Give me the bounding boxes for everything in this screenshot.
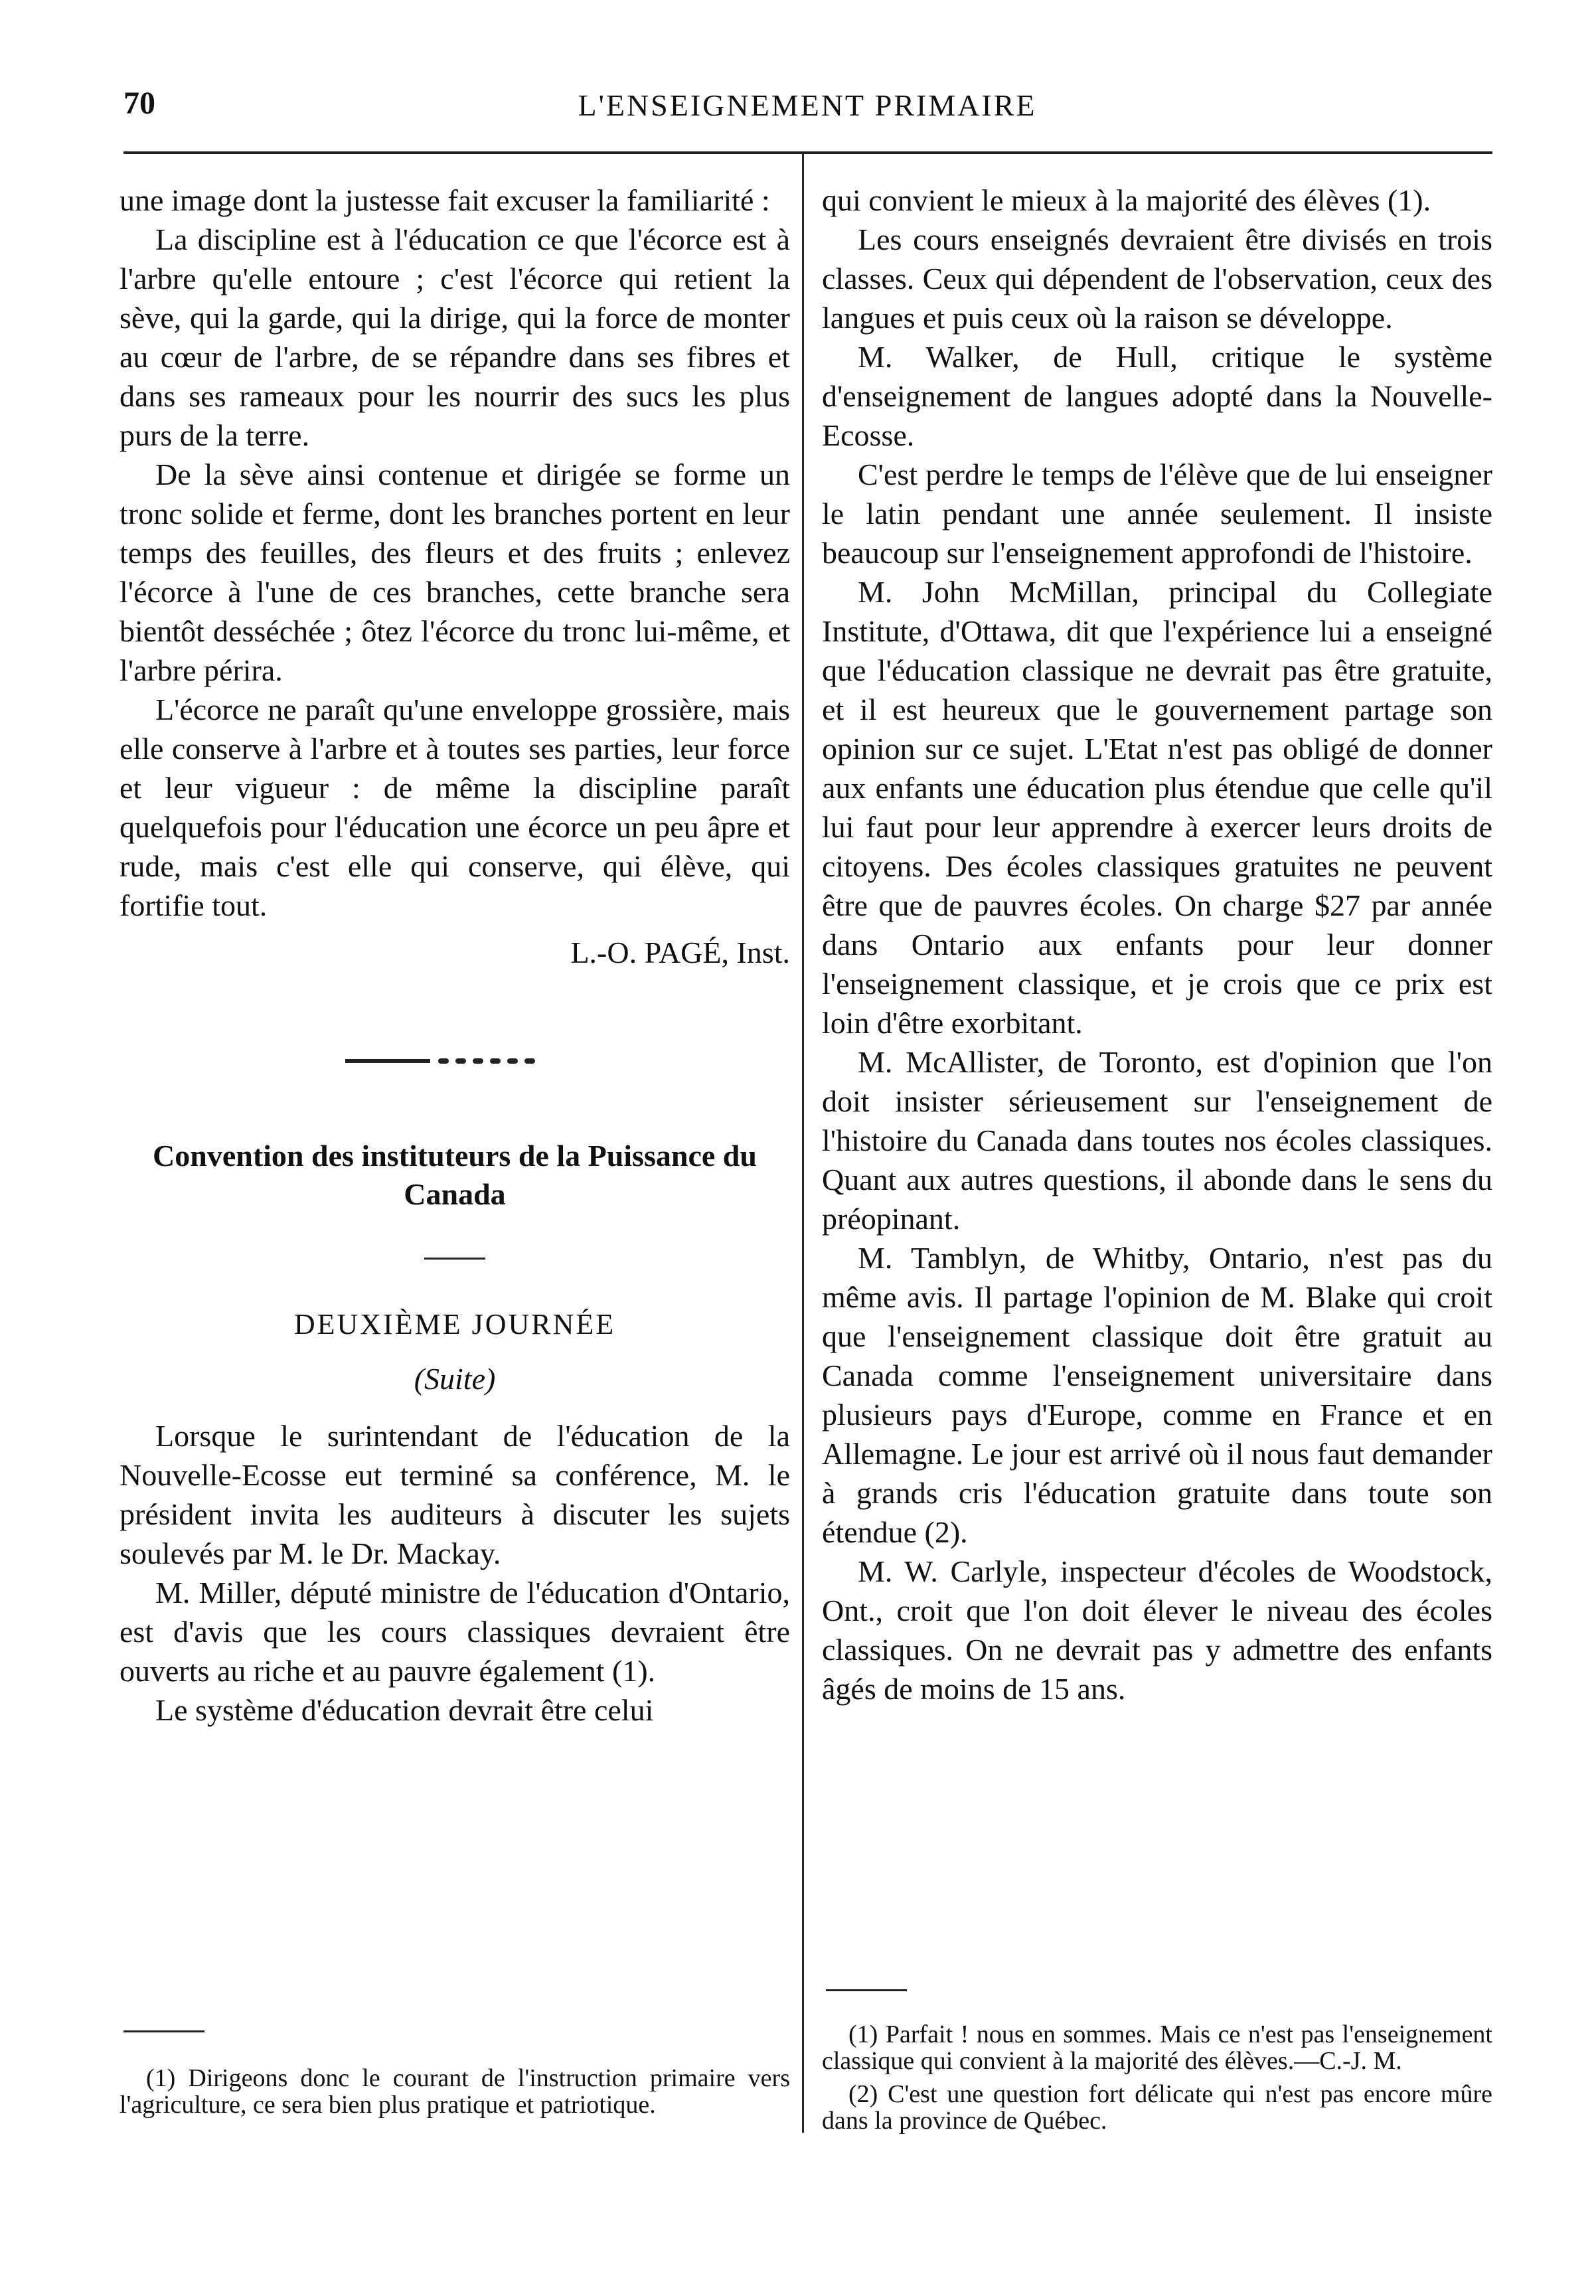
right-column bbox=[822, 181, 1492, 1708]
right-paragraph: Les cours enseignés devraient être divisés en trois classes. Ceux qui dépendent de l'observation, ceux des langues et puis ceux où la raison se développe. bbox=[822, 222, 1492, 335]
right-paragraph: M. McAllister, de Toronto, est d'opinion que l'on doit insister sérieusement sur l'enseignement de l'histoire du Canada dans toutes nos écoles classiques. Quant aux autres questions, il abonde dans le sens du préopinant. bbox=[822, 1045, 1492, 1236]
left-paragraph-continued: une image dont la justesse fait excuser la familiarité : bbox=[120, 183, 770, 217]
footnote: (1) Dirigeons donc le courant de l'instruction primaire vers l'agriculture, ce sera bien plus pratique et patriotique. bbox=[120, 2064, 790, 2119]
section-subhead: DEUXIÈME JOURNÉE bbox=[293, 1308, 616, 1341]
section-ornament bbox=[345, 1056, 564, 1066]
left-footnotes bbox=[120, 2065, 790, 2118]
left-footnote-rule bbox=[123, 2030, 204, 2032]
right-paragraph: M. W. Carlyle, inspecteur d'écoles de Woodstock, Ont., croit que l'on doit élever le niveau des écoles classiques. On ne devrait pas y admettre des enfants âgés de moins de 15 ans. bbox=[822, 1554, 1492, 1706]
right-paragraph: M. Tamblyn, de Whitby, Ontario, n'est pas du même avis. Il partage l'opinion de M. Blake qui croit que l'enseignement classique doit être gratuit au Canada comme l'enseignement universitaire dans plusieurs pays d'Europe, comme en France et en Allemagne. Le jour est arrivé où il nous faut demander à grands cris l'éducation gratuite dans toute son étendue (2). bbox=[822, 1241, 1492, 1549]
column-divider bbox=[802, 154, 804, 2133]
right-paragraph: C'est perdre le temps de l'élève que de lui enseigner le latin pendant une année seulement. Il insiste beaucoup sur l'enseignement approfondi de l'histoire. bbox=[822, 457, 1492, 570]
section-paragraph: Le système d'éducation devrait être celui bbox=[155, 1693, 654, 1727]
right-footnote-rule bbox=[826, 1989, 907, 1991]
section-title-rule bbox=[424, 1258, 485, 1260]
section-suite: (Suite) bbox=[414, 1362, 496, 1396]
left-paragraph: L'écorce ne paraît qu'une enveloppe grossière, mais elle conserve à l'arbre et à toutes ses parties, leur force et leur vigueur : de même la discipline paraît quelquefois pour l'éducation une écorce un peu âpre et rude, mais c'est elle qui conserve, qui élève, qui fortifie tout. bbox=[120, 693, 790, 922]
left-column bbox=[120, 181, 790, 1730]
footnote: (1) Parfait ! nous en sommes. Mais ce n'est pas l'enseignement classique qui convient à la majorité des élèves.—C.-J. M. bbox=[822, 2020, 1492, 2075]
left-paragraph: De la sève ainsi contenue et dirigée se forme un tronc solide et ferme, dont les branches portent en leur temps des feuilles, des fleurs et des fruits ; enlevez l'écorce à l'une de ces branches, cette branche sera bientôt desséchée ; ôtez l'écorce du tronc lui-même, et l'arbre périra. bbox=[120, 457, 790, 687]
header-rule bbox=[123, 151, 1492, 154]
left-paragraph: La discipline est à l'éducation ce que l'écorce est à l'arbre qu'elle entoure ; c'est l'écorce qui retient la sève, qui la garde, qui la dirige, qui la force de monter au cœur de l'arbre, de se répandre dans ses fibres et dans ses rameaux pour les nourrir des sucs les plus purs de la terre. bbox=[120, 222, 790, 452]
page-number: 70 bbox=[123, 86, 155, 121]
right-paragraph: M. Walker, de Hull, critique le système d'enseignement de langues adopté dans la Nouvelle-Ecosse. bbox=[822, 340, 1492, 452]
right-paragraph-continued: qui convient le mieux à la majorité des élèves (1). bbox=[822, 183, 1431, 217]
section-title: Convention des instituteurs de la Puissance du Canada bbox=[153, 1139, 757, 1211]
running-title: L'ENSEIGNEMENT PRIMAIRE bbox=[578, 88, 1037, 122]
section-paragraph: Lorsque le surintendant de l'éducation de la Nouvelle-Ecosse eut terminé sa conférence, M. le président invita les auditeurs à discuter les sujets soulevés par M. le Dr. Mackay. bbox=[120, 1419, 790, 1570]
footnote: (2) C'est une question fort délicate qui n'est pas encore mûre dans la province de Québec. bbox=[822, 2080, 1492, 2135]
right-footnotes bbox=[822, 2021, 1492, 2134]
page-header bbox=[123, 85, 1491, 141]
author-signature: L.-O. PAGÉ, Inst. bbox=[570, 936, 790, 969]
right-paragraph: M. John McMillan, principal du Collegiate Institute, d'Ottawa, dit que l'expérience lui a enseigné que l'éducation classique ne devrait pas être gratuite, et il est heureux que le gouvernement partage son opinion sur ce sujet. L'Etat n'est pas obligé de donner aux enfants une éducation plus étendue que celle qu'il lui faut pour leur apprendre à exercer leurs droits de citoyens. Des écoles classiques gratuites ne peuvent être que de pauvres écoles. On charge $27 par année dans Ontario aux enfants pour leur donner l'enseignement classique, et je crois que ce prix est loin d'être exorbitant. bbox=[822, 575, 1492, 1040]
section-paragraph: M. Miller, député ministre de l'éducation d'Ontario, est d'avis que les cours classiques devraient être ouverts au riche et au pauvre également (1). bbox=[120, 1576, 790, 1688]
